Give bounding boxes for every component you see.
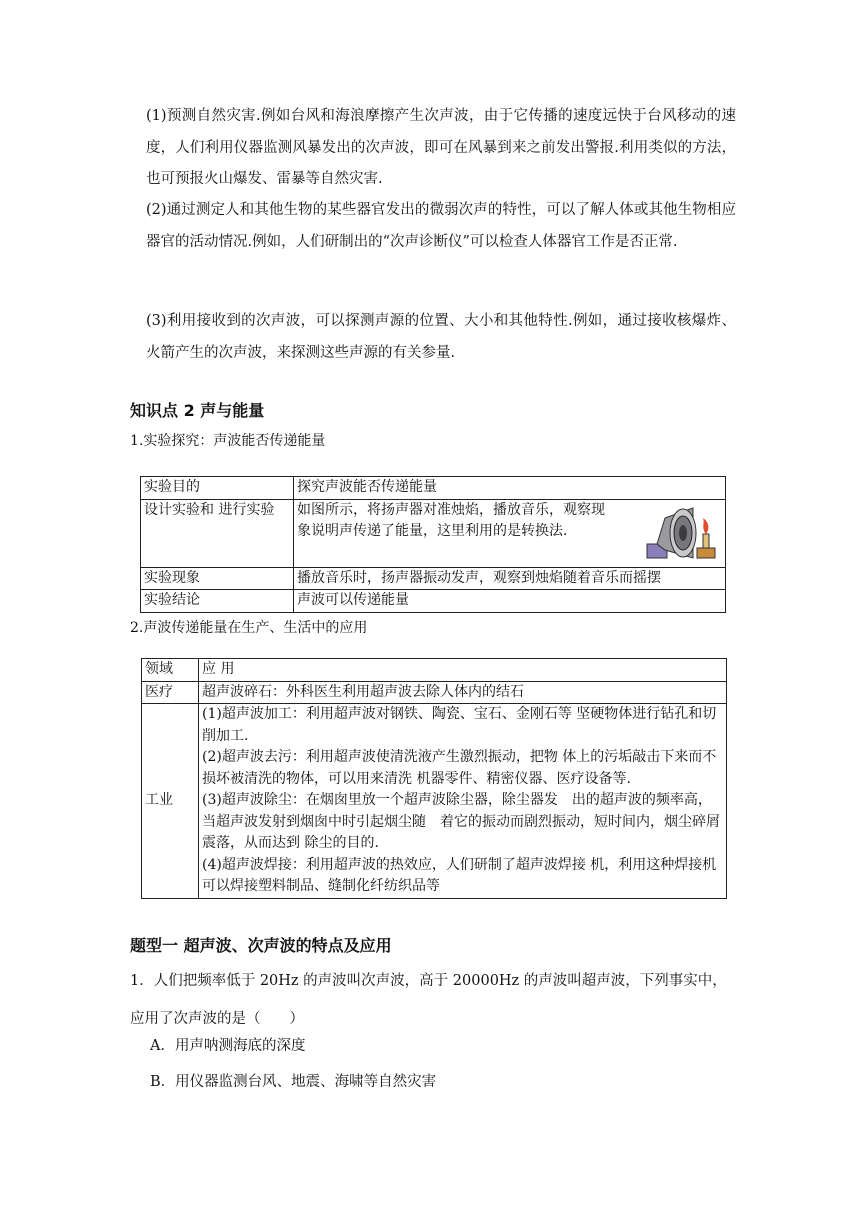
table-row	[141, 477, 726, 500]
table-row	[141, 499, 726, 567]
table-cell-value: 声波可以传递能量	[294, 590, 726, 613]
table-cell-label: 实验结论	[141, 590, 294, 613]
subheading-experiment: 1.实验探究：声波能否传递能量	[130, 433, 326, 449]
industry-app-3: (3)超声波除尘：在烟囱里放一个超声波除尘器，除尘器发 出的超声波的频率高，当超声波发射到烟囱中时引起烟尘随 着它的振动而剧烈振动，短时间内，烟尘碎屑震落，从而达到 除尘的目的.	[202, 792, 720, 851]
table-cell-label: 设计实验和 进行实验	[141, 499, 294, 567]
table-row	[141, 590, 726, 613]
paragraph-3: (3)利用接收到的次声波，可以探测声源的位置、大小和其他特性.例如，通过接收核爆炸、火箭产生的次声波，来探测这些声源的有关参量.	[146, 313, 736, 361]
table-cell-value: 播放音乐时，扬声器振动发声，观察到烛焰随着音乐而摇摆	[294, 567, 726, 590]
table-cell-value	[294, 499, 726, 567]
question-text: 1．人们把频率低于 20Hz 的声波叫次声波，高于 20000Hz 的声波叫超声波，下列事实中，应用了次声波的是（ ）	[130, 973, 727, 1027]
speaker-candle-illustration	[643, 504, 719, 562]
option-b: B．用仪器监测台风、地震、海啸等自然灾害	[150, 1074, 437, 1090]
table-cell-application	[199, 704, 727, 899]
table-row	[142, 659, 727, 682]
paragraph-1: (1)预测自然灾害.例如台风和海浪摩擦产生次声波，由于它传播的速度远快于台风移动的速度，人们利用仪器监测风暴发出的次声波，即可在风暴到来之前发出警报.利用类似的方法，也可预报火山爆发、雷暴等自然灾害.	[146, 108, 736, 187]
option-a: A．用声呐测海底的深度	[150, 1038, 306, 1054]
experiment-table	[140, 476, 726, 613]
paragraph-2: (2)通过测定人和其他生物的某些器官发出的微弱次声的特性，可以了解人体或其他生物相应器官的活动情况.例如，人们研制出的“次声诊断仪”可以检查人体器官工作是否正常.	[146, 202, 736, 250]
experiment-design-text: 如图所示，将扬声器对准烛焰，播放音乐，观察现象说明声传递了能量，这里利用的是转换法.	[297, 501, 605, 539]
table-cell-application: 超声波碎石：外科医生利用超声波去除人体内的结石	[199, 681, 727, 704]
table-cell-label: 实验现象	[141, 567, 294, 590]
table-cell-field: 医疗	[142, 681, 199, 704]
table-row	[142, 681, 727, 704]
industry-app-2: (2)超声波去污：利用超声波使清洗液产生激烈振动，把物 体上的污垢敲击下来而不损坏被清洗的物体，可以用来清洗 机器零件、精密仪器、医疗设备等.	[202, 749, 717, 787]
industry-app-4: (4)超声波焊接：利用超声波的热效应，人们研制了超声波焊接 机，利用这种焊接机可以焊接塑料制品、缝制化纤纺织品等	[202, 856, 717, 894]
table-cell-field: 工业	[142, 704, 199, 899]
industry-app-1: (1)超声波加工：利用超声波对钢铁、陶瓷、宝石、金刚石等 坚硬物体进行钻孔和切削加工.	[202, 706, 717, 744]
section-heading-question-type: 题型一 超声波、次声波的特点及应用	[130, 936, 392, 955]
application-table	[141, 658, 727, 899]
table-cell-value: 探究声波能否传递能量	[294, 477, 726, 500]
section-heading-knowledge-2: 知识点 2 声与能量	[130, 401, 265, 420]
table-header-field: 领域	[142, 659, 199, 682]
table-cell-label: 实验目的	[141, 477, 294, 500]
table-row	[142, 704, 727, 899]
table-header-application: 应 用	[199, 659, 727, 682]
subheading-applications: 2.声波传递能量在生产、生活中的应用	[130, 620, 368, 636]
table-row	[141, 567, 726, 590]
